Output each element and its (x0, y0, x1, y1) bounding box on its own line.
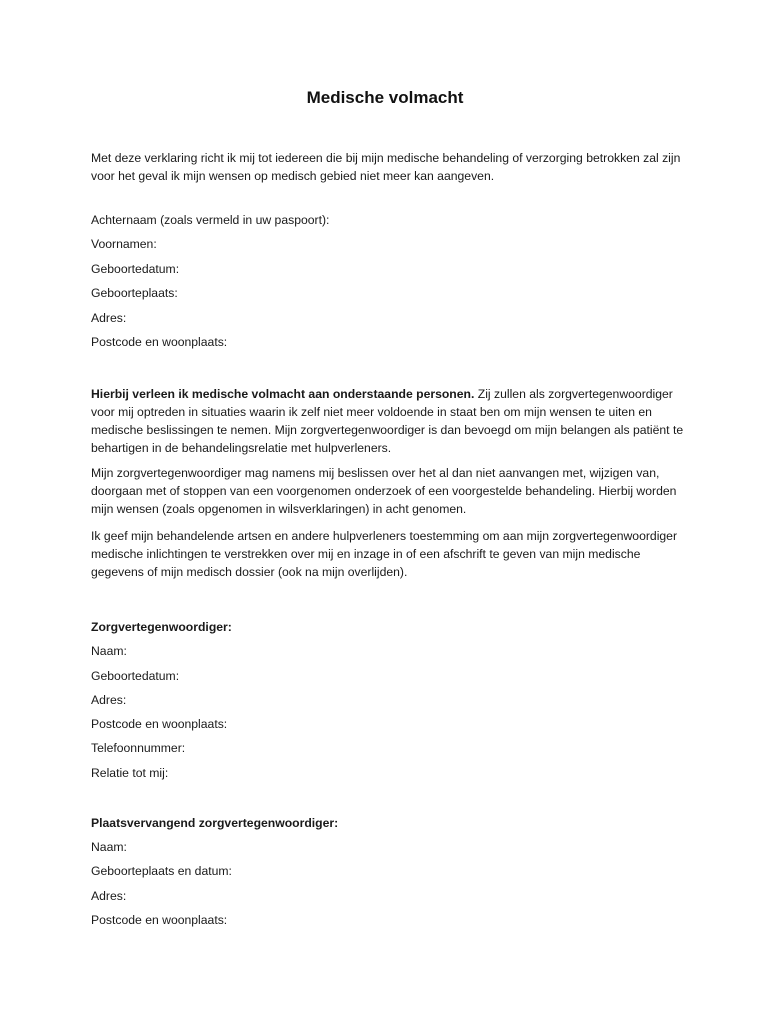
rep-field-relation: Relatie tot mij: (91, 766, 169, 780)
rep-field-name: Naam: (91, 644, 127, 658)
consent-paragraph: Ik geef mijn behandelende artsen en andere hulpverleners toestemming om aan mijn zorgvertegenwoordiger medische inlichtingen te verstrekken over mij en inzage in of een afschrift te geven van mijn medische gegevens of mijn medisch dossier (ook na mijn overlijden). (91, 529, 678, 579)
rep-field-postcode-city: Postcode en woonplaats: (91, 717, 228, 731)
rep-field-birth-date: Geboortedatum: (91, 669, 180, 683)
substitute-heading: Plaatsvervangend zorgvertegenwoordiger: (91, 816, 339, 830)
field-surname: Achternaam (zoals vermeld in uw paspoort): (91, 213, 330, 227)
sub-field-address: Adres: (91, 889, 127, 903)
sub-field-birth-place-date: Geboorteplaats en datum: (91, 864, 232, 878)
rep-field-address: Adres: (91, 693, 127, 707)
mandate-text: Zij zullen als zorgvertegenwoordiger voor mij optreden in situaties waarin ik zelf niet meer voldoende in staat ben om mijn wensen te uiten en medische beslissingen te nemen. Mijn zorgvertegenwoordiger is dan bevoegd om mijn belangen als patiënt te behartigen in de behandelingsrelatie met hulpverleners. (91, 387, 684, 455)
mandate-lead: Hierbij verleen ik medische volmacht aan onderstaande personen. (91, 387, 475, 401)
decision-paragraph: Mijn zorgvertegenwoordiger mag namens mij beslissen over het al dan niet aanvangen met, wijzigen van, doorgaan met of stoppen van een voorgenomen onderzoek of een voorgestelde behandeling. Hierbij worden mijn wensen (zoals opgenomen in wilsverklaringen) in acht genomen. (91, 466, 677, 516)
field-postcode-city: Postcode en woonplaats: (91, 335, 228, 349)
sub-field-name: Naam: (91, 840, 127, 854)
representative-heading: Zorgvertegenwoordiger: (91, 620, 232, 634)
field-birth-place: Geboorteplaats: (91, 286, 178, 300)
field-birth-date: Geboortedatum: (91, 262, 180, 276)
sub-field-postcode-city: Postcode en woonplaats: (91, 913, 228, 927)
intro-paragraph: Met deze verklaring richt ik mij tot iedereen die bij mijn medische behandeling of verzorging betrokken zal zijn voor het geval ik mijn wensen op medisch gebied niet meer kan aangeven. (91, 151, 681, 183)
mandate-paragraph (91, 385, 691, 457)
field-first-names: Voornamen: (91, 237, 157, 251)
field-address: Adres: (91, 311, 127, 325)
page-title: Medische volmacht (306, 88, 464, 107)
rep-field-phone: Telefoonnummer: (91, 741, 186, 755)
